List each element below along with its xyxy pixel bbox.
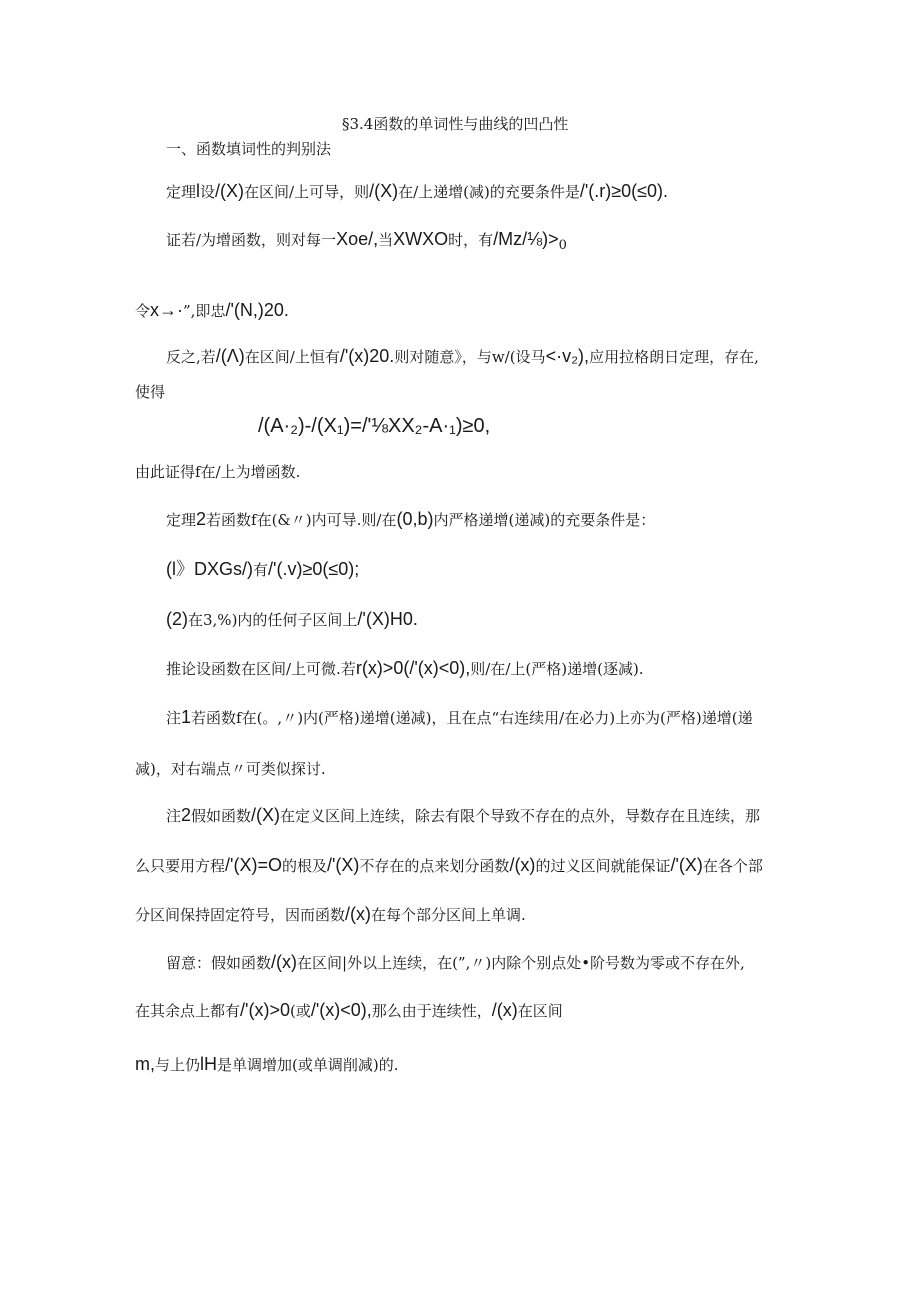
condition-2: (2)在3,%)内的任何子区间上/'(X)H0. [166,609,418,629]
section-heading: 一、函数填词性的判别法 [166,140,332,158]
note-1: 注1若函数f在(。,〃)内(严格)递增(递减)，且在点“右连续用/在必力)上亦为(严格)递增(递 [166,707,753,727]
conclusion-line: 由此证得f在/上为增函数. [135,463,301,481]
theorem-2: 定理2若函数f在(&〃)内可导.则/在(0,b)内严格递增(递减)的充要条件是： [166,509,656,529]
remark: 留意：假如函数/(x)在区间|外以上连续，在(”,〃)内除个别点处•阶号数为零或不存在外, [166,952,745,972]
note-2-line-3: 分区间保持固定符号，因而函数/(x)在每个部分区间上单调. [135,904,526,924]
proof-line: 证若/为增函数，则对每一Xoe/,当XWXO时，有/Mz/⅛)>0 [166,229,567,253]
remark-line-2: 在其余点上都有/'(x)>0(或/'(x)<0),那么由于连续性，/(x)在区间 [135,1000,563,1020]
theorem-1: 定理l设/(X)在区间/上可导，则/(X)在/上递增(减)的充要条件是/'(.r)≥0(≤0). [166,181,669,201]
remark-line-3: m,与上仍lH是单调增加(或单调削减)的. [135,1054,399,1074]
note-1-line-2: 减)，对右端点〃可类似探讨. [135,760,326,778]
note-2-line-2: 么只要用方程/'(X)=O的根及/'(X)不存在的点来划分函数/(x)的过义区间就能保证/'(X)在各个部 [135,855,763,875]
page-title: §3.4函数的单词性与曲线的凹凸性 [342,115,569,133]
let-x-line: 令x→·”,即忠/'(N,)20. [135,300,289,320]
note-2: 注2假如函数/(X)在定义区间上连续，除去有限个导致不存在的点外，导数存在且连续，那 [166,805,761,825]
mean-value-formula: /(A·₂)-/(X₁)=/'⅛XX₂-A·₁)≥0, [258,415,491,437]
converse-line-2: 使得 [135,383,166,401]
converse-line: 反之,若/(Λ)在区间/上恒有/'(x)20.则对随意》，与w/(设马<·v₂),应用拉格朗日定理，存在, [166,346,759,366]
condition-1: (l》DXGs/)有/'(.v)≥0(≤0); [166,559,360,579]
corollary: 推论设函数在区间/上可微.若r(x)>0(/'(x)<0),则/在/上(严格)递增(逐减). [166,658,644,678]
